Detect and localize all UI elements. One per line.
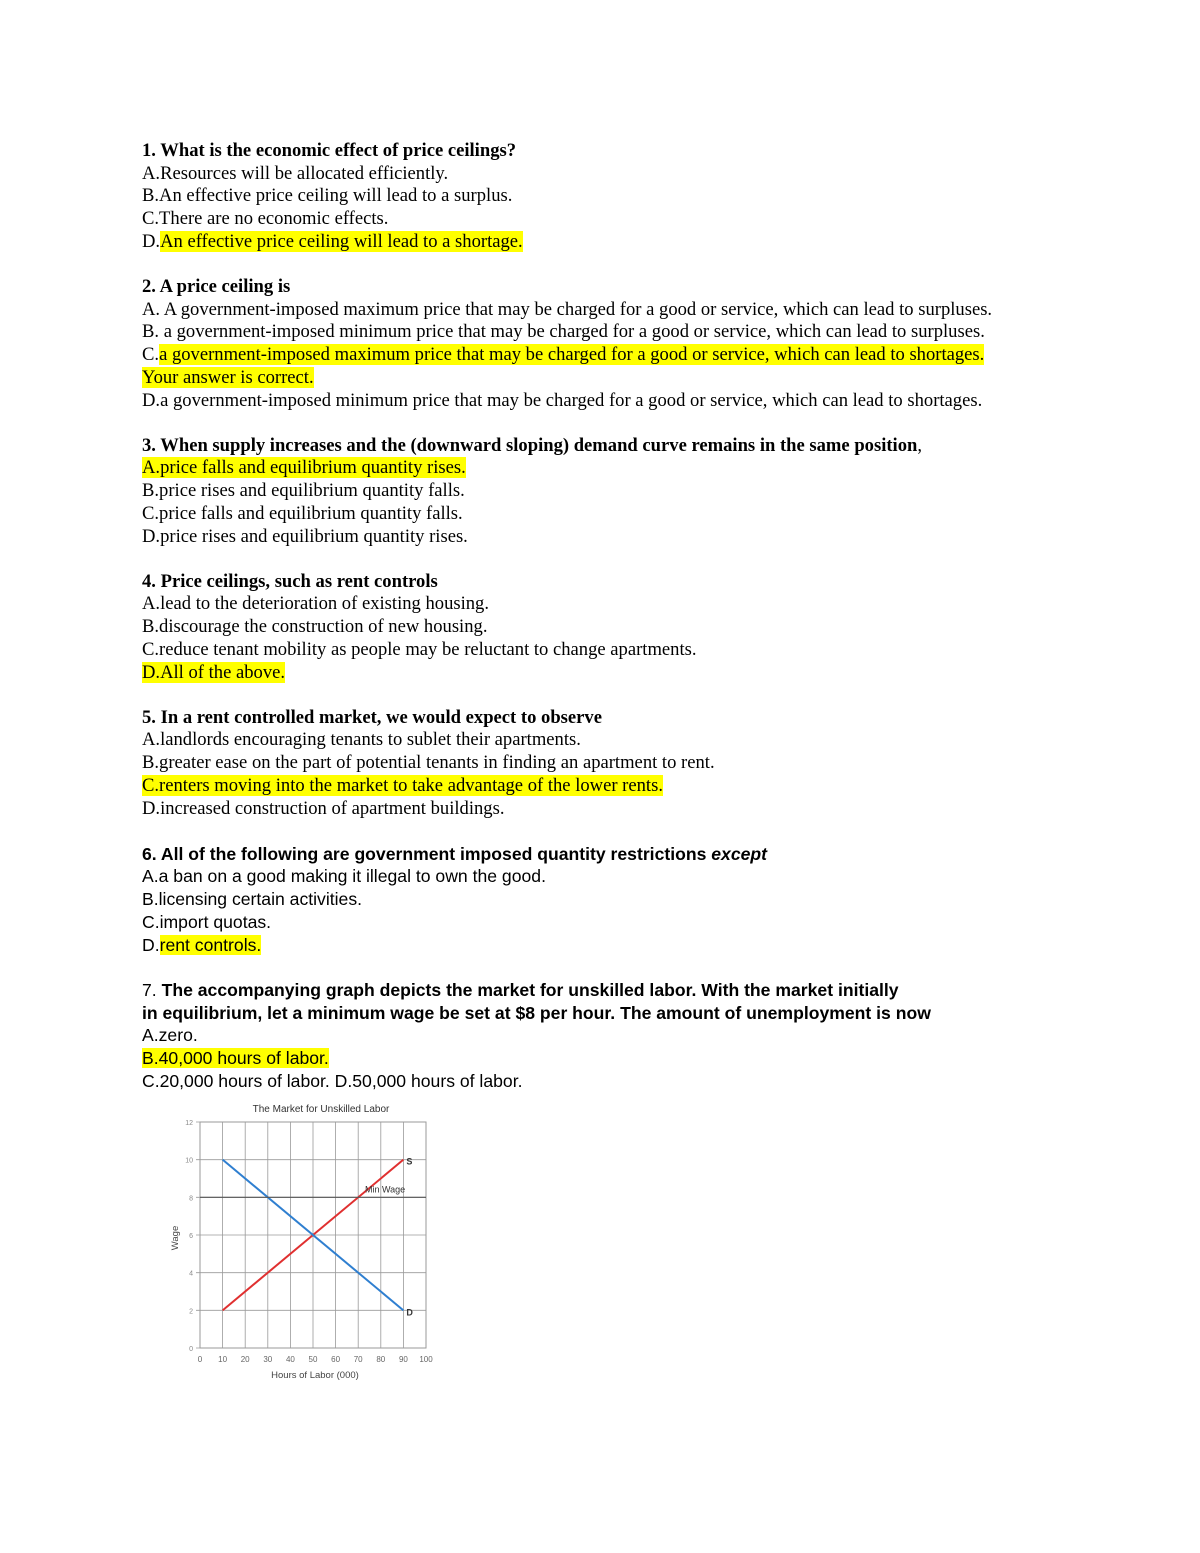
- question-title: The accompanying graph depicts the market for unskilled labor. With the market initially: [161, 979, 899, 1000]
- y-tick-label: 0: [189, 1346, 193, 1353]
- question-title-line-2: in equilibrium, let a minimum wage be set at $8 per hour. The amount of unemployment is now: [142, 1002, 931, 1023]
- option-c-d: C.20,000 hours of labor. D.50,000 hours of labor.: [142, 1070, 523, 1091]
- option-d: [142, 934, 1062, 957]
- x-tick-label: 10: [218, 1355, 228, 1364]
- x-tick-label: 20: [240, 1355, 250, 1364]
- highlighted-answer: B.40,000 hours of labor.: [142, 1047, 329, 1068]
- option-c: C.import quotas.: [142, 911, 272, 932]
- option-a: A.landlords encouraging tenants to sublet their apartments.: [142, 729, 581, 751]
- x-tick-label: 50: [308, 1355, 318, 1364]
- highlighted-answer: An effective price ceiling will lead to a shortage.: [160, 230, 523, 252]
- question-2: [142, 276, 1062, 412]
- y-tick-label: 4: [189, 1270, 193, 1278]
- document-body: [142, 140, 1062, 1115]
- option-letter: C.: [142, 344, 160, 366]
- option-b: B.price rises and equilibrium quantity falls.: [142, 480, 465, 502]
- option-a: A.lead to the deterioration of existing housing.: [142, 593, 490, 615]
- question-title-line-1: [142, 979, 1062, 1002]
- option-a: A.a ban on a good making it illegal to own the good.: [142, 866, 546, 887]
- option-a: [142, 457, 1062, 480]
- min-wage-label: Min Wage: [364, 1184, 406, 1195]
- option-b: B. a government-imposed minimum price that may be charged for a good or service, which can lead to surpluses.: [142, 321, 985, 343]
- x-tick-label: 30: [263, 1355, 273, 1364]
- x-tick-label: 60: [331, 1355, 341, 1364]
- question-3: [142, 435, 1062, 549]
- option-b: B.discourage the construction of new housing.: [142, 616, 488, 638]
- option-letter: D.: [142, 934, 160, 955]
- question-7: [142, 979, 1062, 1093]
- question-title: 1. What is the economic effect of price ceilings?: [142, 140, 517, 161]
- question-1: [142, 140, 1062, 254]
- option-a: A. A government-imposed maximum price that may be charged for a good or service, which can lead to surpluses.: [142, 298, 993, 320]
- question-4: [142, 571, 1062, 685]
- option-d: D.price rises and equilibrium quantity rises.: [142, 525, 468, 547]
- question-title: 2. A price ceiling is: [142, 276, 291, 298]
- y-tick-label: 6: [189, 1233, 193, 1240]
- option-letter: D.: [142, 230, 161, 252]
- highlighted-answer: rent controls.: [159, 934, 262, 955]
- question-title: 5. In a rent controlled market, we would expect to observe: [142, 706, 602, 728]
- x-tick-label: 0: [197, 1355, 203, 1364]
- question-5: [142, 707, 1062, 821]
- x-axis-label: Hours of Labor (000): [271, 1370, 359, 1381]
- highlighted-answer: D.All of the above.: [142, 661, 286, 683]
- option-b: B.An effective price ceiling will lead to a surplus.: [142, 185, 513, 207]
- x-tick-label: 40: [285, 1355, 295, 1364]
- option-d: D.increased construction of apartment buildings.: [142, 797, 505, 819]
- title-emphasis: except: [711, 843, 768, 864]
- x-tick-label: 70: [353, 1355, 363, 1364]
- x-tick-label: 80: [376, 1355, 386, 1364]
- x-tick-label: 100: [419, 1355, 433, 1364]
- y-tick-label: 8: [189, 1195, 193, 1203]
- x-tick-label: 90: [398, 1355, 408, 1364]
- option-b: B.licensing certain activities.: [142, 889, 363, 910]
- y-tick-label: 10: [185, 1157, 193, 1165]
- highlighted-answer: C.renters moving into the market to take advantage of the lower rents.: [142, 774, 663, 796]
- correct-feedback: Your answer is correct.: [142, 366, 314, 388]
- option-c: C.price falls and equilibrium quantity falls.: [142, 502, 463, 524]
- highlighted-answer: a government-imposed maximum price that may be charged for a good or service, which can lead to shortages.: [159, 344, 985, 366]
- series-label-s: S: [406, 1156, 413, 1167]
- option-c: C.reduce tenant mobility as people may be reluctant to change apartments.: [142, 638, 697, 660]
- feedback-line: [142, 367, 1062, 390]
- option-b: [142, 1047, 1062, 1070]
- option-c: C.There are no economic effects.: [142, 208, 389, 230]
- y-tick-label: 12: [185, 1120, 193, 1127]
- question-title: 3. When supply increases and the (downward sloping) demand curve remains in the same position: [142, 434, 918, 456]
- option-d: [142, 662, 1062, 685]
- y-tick-label: 2: [189, 1308, 193, 1316]
- title-suffix: ,: [917, 434, 923, 456]
- question-title-line: [142, 843, 1062, 866]
- option-d: D.a government-imposed minimum price that may be charged for a good or service, which can lead to shortages.: [142, 389, 983, 411]
- question-6: [142, 843, 1062, 957]
- option-a: A.zero.: [142, 1025, 198, 1046]
- y-axis-label: Wage: [170, 1225, 181, 1251]
- labor-market-chart: [160, 1095, 460, 1385]
- option-d: [142, 231, 1062, 254]
- highlighted-answer: A.price falls and equilibrium quantity rises.: [142, 457, 466, 479]
- option-c: [142, 775, 1062, 798]
- option-b: B.greater ease on the part of potential tenants in finding an apartment to rent.: [142, 752, 715, 774]
- option-a: A.Resources will be allocated efficiently.: [142, 162, 449, 184]
- chart-title: The Market for Unskilled Labor: [252, 1104, 390, 1115]
- question-title: 6. All of the following are government imposed quantity restrictions: [142, 843, 707, 864]
- question-title-line: [142, 435, 1062, 458]
- series-label-d: D: [406, 1307, 413, 1318]
- question-title: 4. Price ceilings, such as rent controls: [142, 570, 438, 592]
- option-c: [142, 344, 1062, 367]
- question-number: 7.: [142, 979, 157, 1000]
